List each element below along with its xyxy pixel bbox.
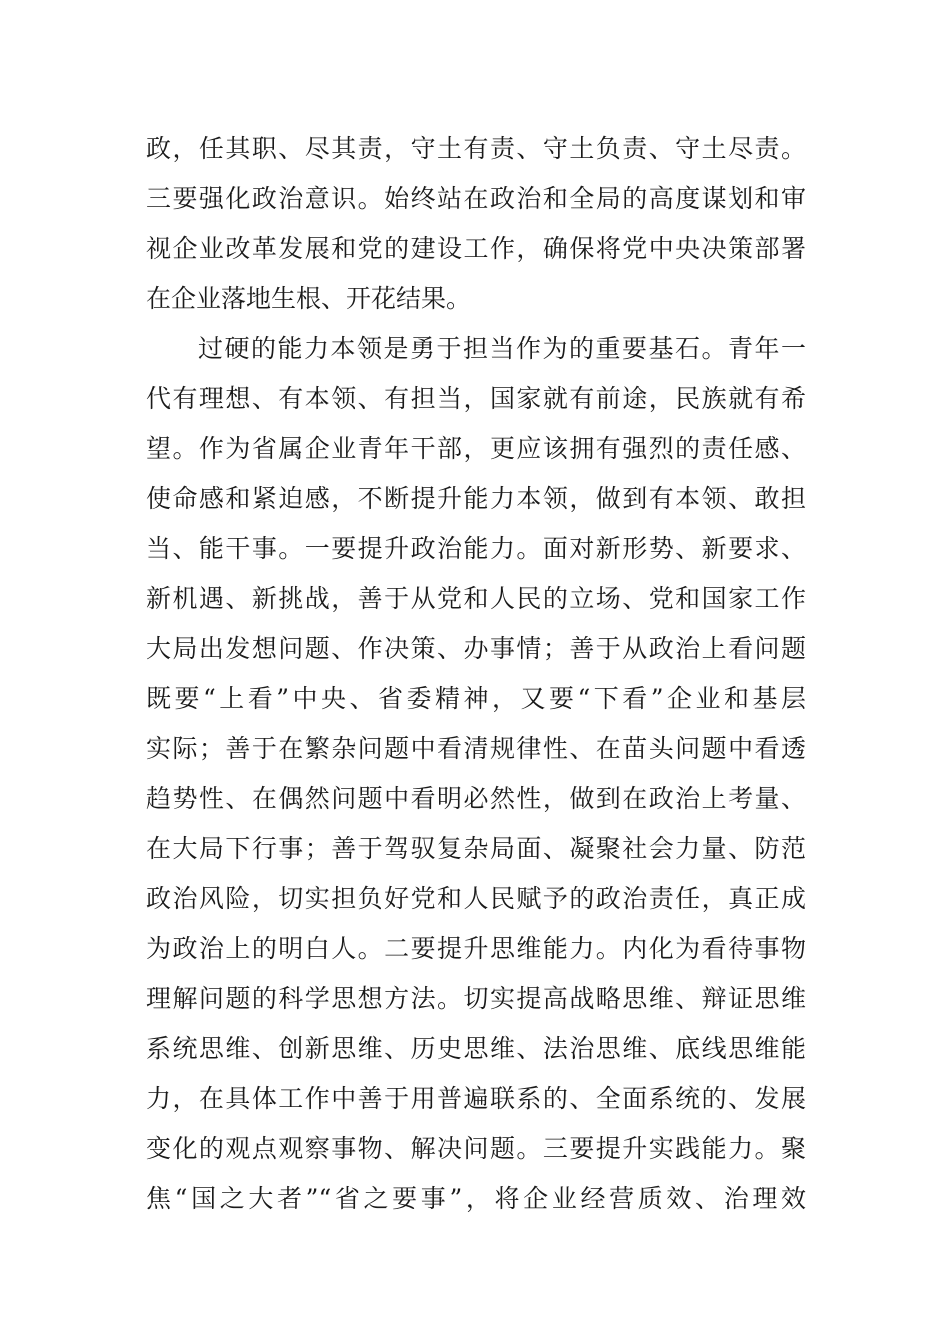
text-line: 代有理想、有本领、有担当，国家就有前途，民族就有希 [146,384,806,413]
text-line: 焦“国之大者”“省之要事”，将企业经营质效、治理效 [146,1184,806,1213]
text-line: 望。作为省属企业青年干部，更应该拥有强烈的责任感、 [146,434,806,463]
text-line: 为政治上的明白人。二要提升思维能力。内化为看待事物 [146,934,806,963]
text-line: 新机遇、新挑战，善于从党和人民的立场、党和国家工作 [146,584,806,613]
text-line: 变化的观点观察事物、解决问题。三要提升实践能力。聚 [146,1134,806,1163]
text-line: 当、能干事。一要提升政治能力。面对新形势、新要求、 [146,534,806,563]
text-line: 大局出发想问题、作决策、办事情；善于从政治上看问题 [146,634,806,663]
text-line: 力，在具体工作中善于用普遍联系的、全面系统的、发展 [146,1084,806,1113]
paragraph-1 [146,124,806,324]
text-line: 系统思维、创新思维、历史思维、法治思维、底线思维能 [146,1034,806,1063]
text-line: 政治风险，切实担负好党和人民赋予的政治责任，真正成 [146,884,806,913]
text-line: 既要“上看”中央、省委精神，又要“下看”企业和基层 [146,684,806,713]
text-line: 过硬的能力本领是勇于担当作为的重要基石。青年一 [198,334,806,363]
text-line: 使命感和紧迫感，不断提升能力本领，做到有本领、敢担 [146,484,806,513]
text-line: 视企业改革发展和党的建设工作，确保将党中央决策部署 [146,234,806,263]
text-line: 在企业落地生根、开花结果。 [146,284,472,313]
text-line: 在大局下行事；善于驾驭复杂局面、凝聚社会力量、防范 [146,834,806,863]
text-line: 三要强化政治意识。始终站在政治和全局的高度谋划和审 [146,184,806,213]
text-line: 理解问题的科学思想方法。切实提高战略思维、辩证思维 [146,984,806,1013]
text-line: 政，任其职、尽其责，守土有责、守土负责、守土尽责。 [146,134,806,163]
body-text [146,124,806,1224]
text-line: 实际；善于在繁杂问题中看清规律性、在苗头问题中看透 [146,734,806,763]
text-line: 趋势性、在偶然问题中看明必然性，做到在政治上考量、 [146,784,806,813]
paragraph-2 [146,324,806,1224]
